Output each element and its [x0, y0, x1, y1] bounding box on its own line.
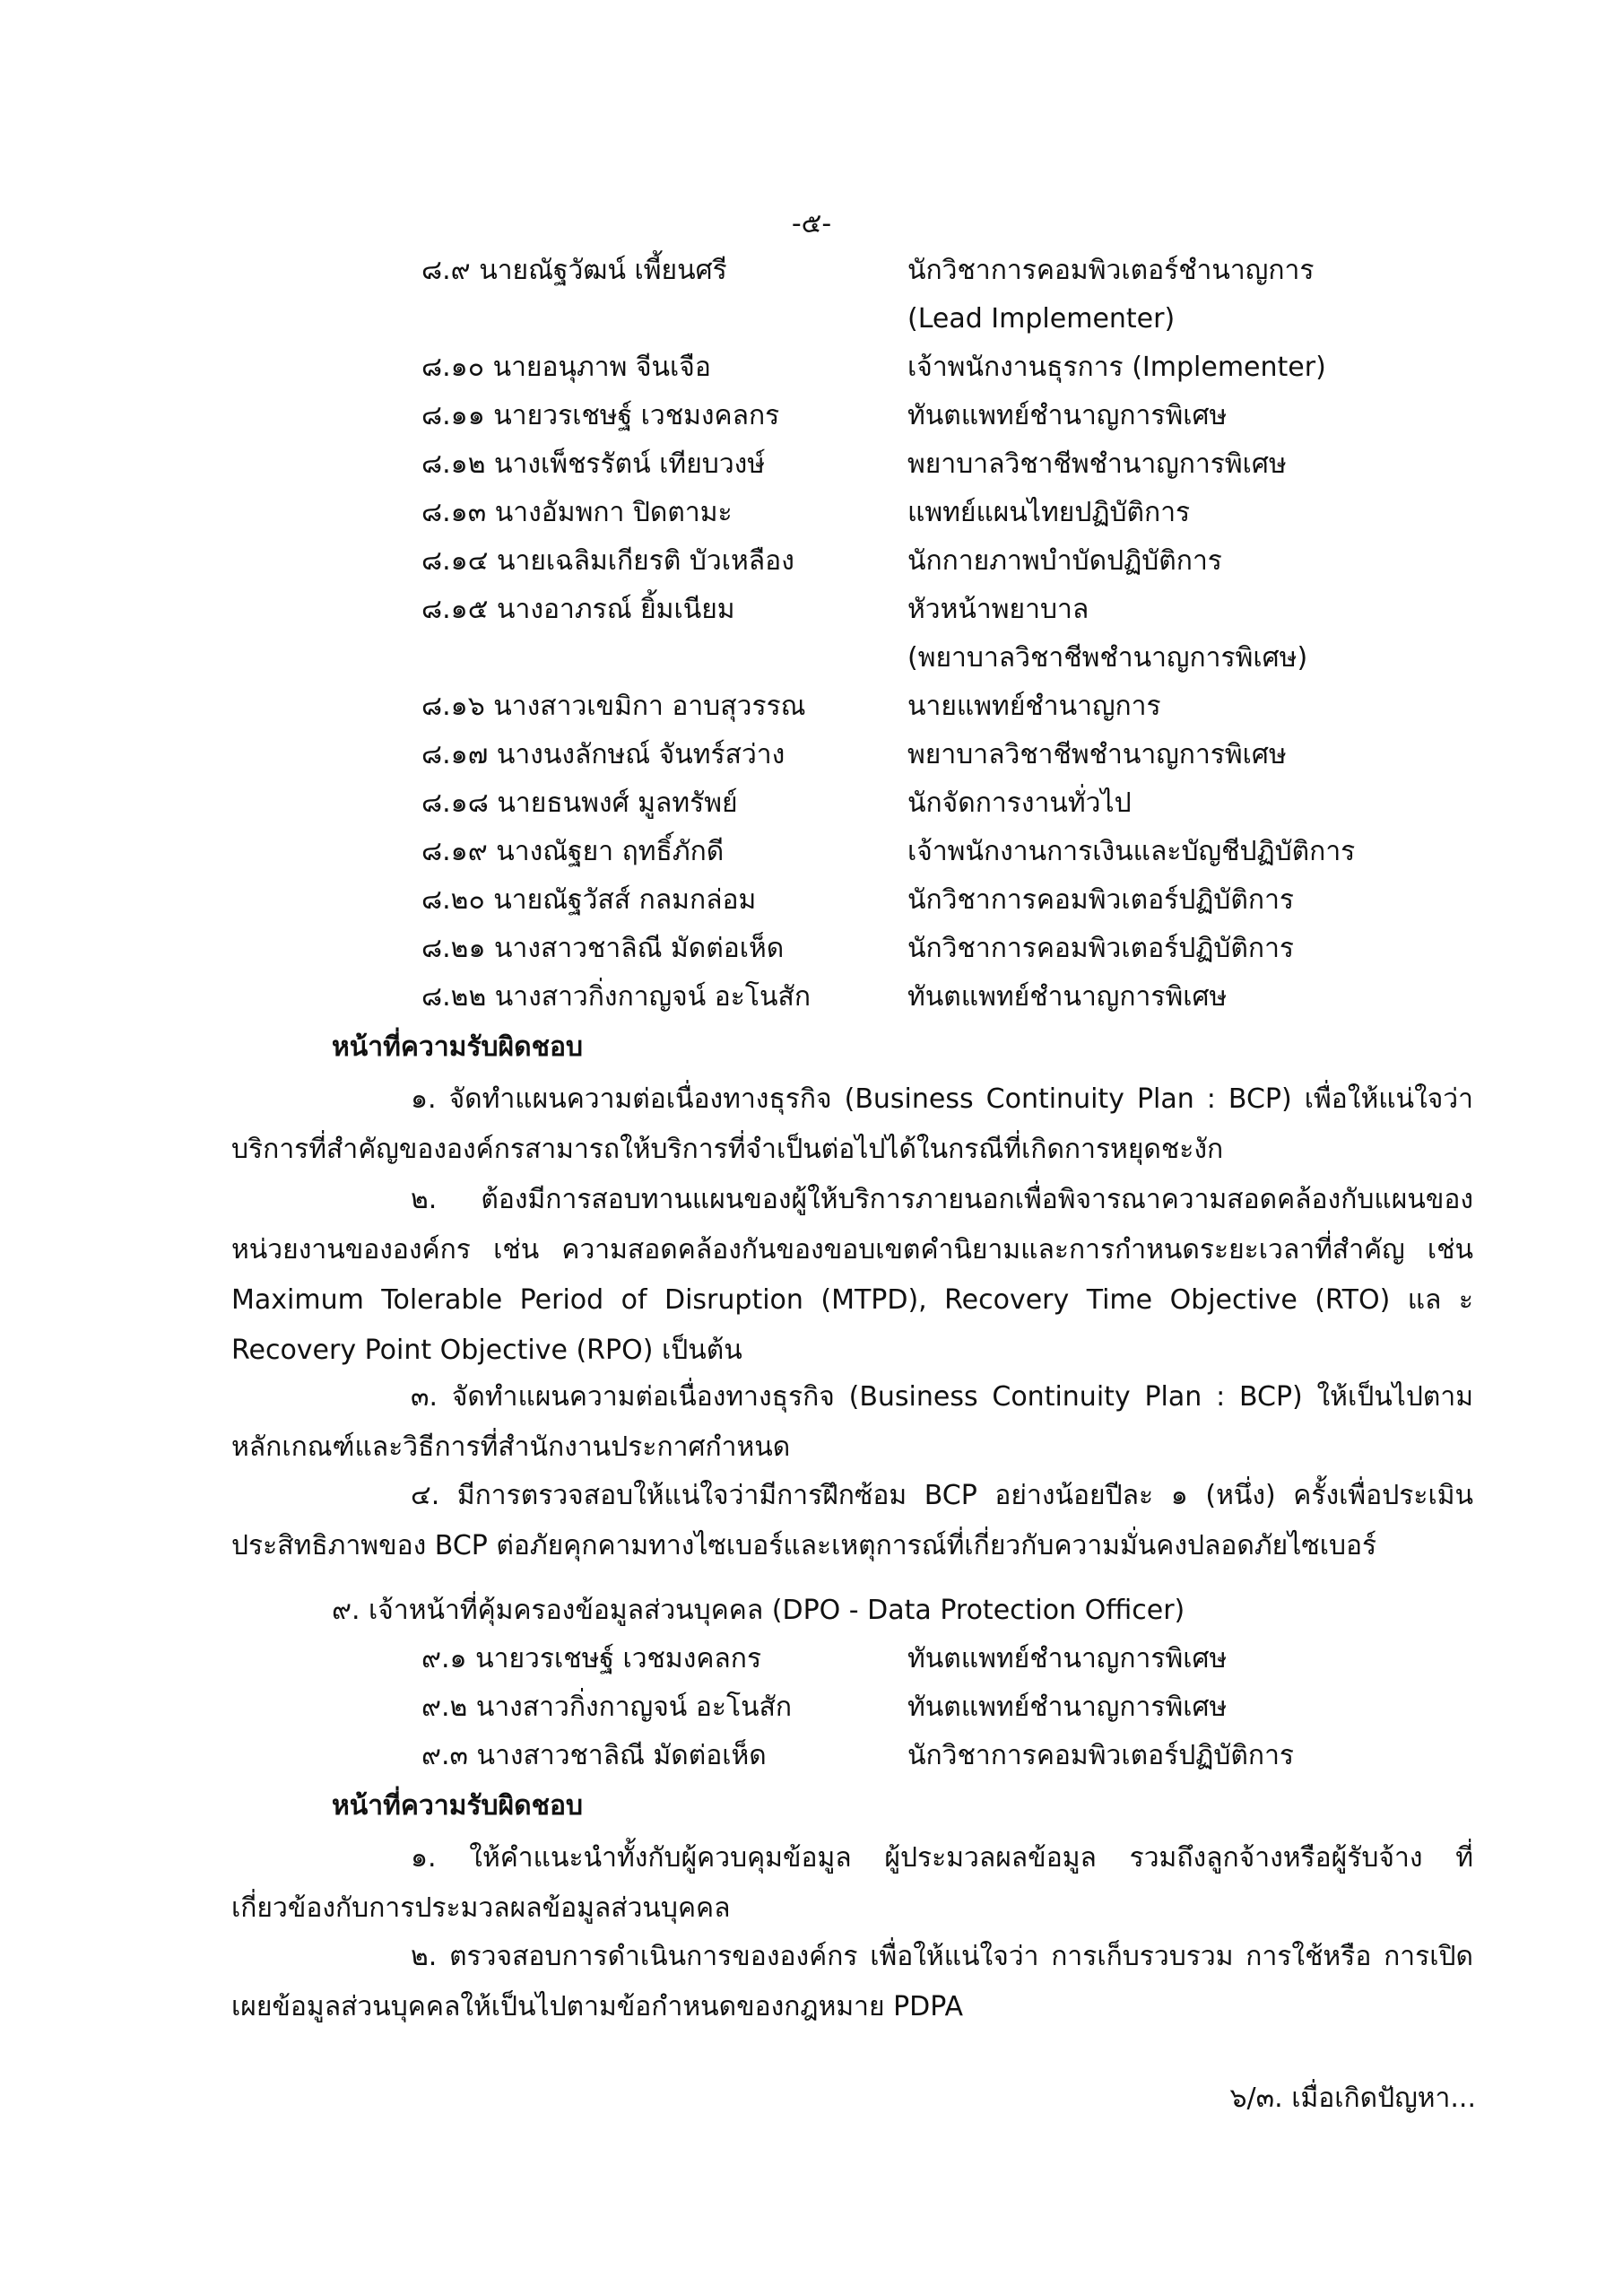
member-name: ๘.๑๘ นายธนพงศ์ มูลทรัพย์: [421, 787, 738, 819]
duty-paragraph: [231, 1932, 1473, 2032]
duty-paragraph: [231, 1471, 1473, 1571]
duty-rest: หลักเกณฑ์และวิธีการที่สำนักงานประกาศกำหนด: [231, 1431, 791, 1463]
duty-rest: หน่วยงานขององค์กร เช่น ความสอดคล้องกันของขอบเขตคำนิยามและการกำหนดระยะเวลาที่สำคัญ เช่น Maximum Tolerable Period of Disruption (MTPD), Recovery Time Objective (RTO) แล ะ Recovery Point Objective (RPO) เป็นต้น: [231, 1234, 1473, 1366]
duty-paragraph: [231, 1175, 1473, 1376]
member-name: ๘.๑๙ นางณัฐยา ฤทธิ์ภักดี: [421, 836, 725, 867]
member-role-continued: (พยาบาลวิชาชีพชำนาญการพิเศษ): [907, 642, 1308, 674]
duty-first-line: ๔. มีการตรวจสอบให้แน่ใจว่ามีการฝึกซ้อม BCP อย่างน้อยปีละ ๑ (หนึ่ง) ครั้งเพื่อประเมิน: [411, 1480, 1473, 1511]
page-number: -๕-: [791, 208, 832, 239]
member-name: ๘.๑๖ นางสาวเขมิกา อาบสุวรรณ: [421, 691, 806, 722]
member-role: ทันตแพทย์ชำนาญการพิเศษ: [907, 400, 1228, 431]
member-role-continued: (Lead Implementer): [907, 303, 1176, 335]
member-name: ๙.๑ นายวรเชษฐ์ เวชมงคลกร: [421, 1643, 762, 1674]
member-name: ๘.๙ นายณัฐวัฒน์ เพี้ยนศรี: [421, 255, 727, 286]
member-name: ๘.๑๓ นางอัมพกา ปิดตามะ: [421, 497, 733, 528]
member-name: ๘.๒๐ นายณัฐวัสส์ กลมกล่อม: [421, 884, 757, 916]
member-role: ทันตแพทย์ชำนาญการพิเศษ: [907, 981, 1228, 1013]
member-role: นายแพทย์ชำนาญการ: [907, 691, 1161, 722]
duty-paragraph: [231, 1372, 1473, 1473]
member-role: ทันตแพทย์ชำนาญการพิเศษ: [907, 1643, 1228, 1674]
duty-first-line: ๒. ต้องมีการสอบทานแผนของผู้ให้บริการภายนอกเพื่อพิจารณาความสอดคล้องกับแผนของ: [411, 1184, 1473, 1215]
member-role: นักวิชาการคอมพิวเตอร์ปฏิบัติการ: [907, 1740, 1295, 1771]
member-name: ๘.๒๒ นางสาวกิ่งกาญจน์ อะโนสัก: [421, 981, 812, 1013]
duty-paragraph: [231, 1833, 1473, 1934]
continuation-note: ๖/๓. เมื่อเกิดปัญหา...: [1229, 2083, 1476, 2114]
member-role: นักกายภาพบำบัดปฏิบัติการ: [907, 545, 1222, 577]
member-role: หัวหน้าพยาบาล: [907, 594, 1089, 625]
duty-first-line: ๑. ให้คำแนะนำทั้งกับผู้ควบคุมข้อมูล ผู้ประมวลผลข้อมูล รวมถึงลูกจ้างหรือผู้รับจ้าง: [411, 1842, 1423, 1874]
duties-heading: หน้าที่ความรับผิดชอบ: [332, 1790, 584, 1822]
member-name: ๙.๒ นางสาวกิ่งกาญจน์ อะโนสัก: [421, 1692, 793, 1723]
duty-paragraph: [231, 1074, 1473, 1175]
member-name: ๘.๑๒ นางเพ็ชรรัตน์ เทียบวงษ์: [421, 448, 766, 480]
member-role: นักวิชาการคอมพิวเตอร์ปฏิบัติการ: [907, 884, 1295, 916]
member-role: เจ้าพนักงานธุรการ (Implementer): [907, 352, 1326, 383]
member-name: ๘.๑๕ นางอาภรณ์ ยิ้มเนียม: [421, 594, 735, 625]
member-name: ๘.๑๑ นายวรเชษฐ์ เวชมงคลกร: [421, 400, 780, 431]
duty-first-line: ๑. จัดทำแผนความต่อเนื่องทางธุรกิจ (Business Continuity Plan : BCP) เพื่อให้แน่ใจว่า: [411, 1083, 1473, 1115]
duty-first-line: ๒. ตรวจสอบการดำเนินการขององค์กร เพื่อให้แน่ใจว่า การเก็บรวบรวม การใช้หรือ: [411, 1941, 1372, 1972]
section-9-title: ๙. เจ้าหน้าที่คุ้มครองข้อมูลส่วนบุคคล (DPO - Data Protection Officer): [332, 1595, 1185, 1626]
member-name: ๘.๑๐ นายอนุภาพ จีนเจือ: [421, 352, 711, 383]
duty-first-line: ๓. จัดทำแผนความต่อเนื่องทางธุรกิจ (Business Continuity Plan : BCP) ให้เป็นไปตาม: [411, 1381, 1473, 1413]
member-role: พยาบาลวิชาชีพชำนาญการพิเศษ: [907, 448, 1287, 480]
member-name: ๘.๒๑ นางสาวชาลิณี มัดต่อเห็ด: [421, 933, 785, 964]
member-role: เจ้าพนักงานการเงินและบัญชีปฏิบัติการ: [907, 836, 1356, 867]
duties-heading: หน้าที่ความรับผิดชอบ: [332, 1031, 584, 1063]
duty-rest: การเปิดเผยข้อมูลส่วนบุคคลให้เป็นไปตามข้อกำหนดของกฎหมาย PDPA: [231, 1941, 1474, 2022]
member-name: ๘.๑๔ นายเฉลิมเกียรติ บัวเหลือง: [421, 545, 794, 577]
member-role: แพทย์แผนไทยปฏิบัติการ: [907, 497, 1191, 528]
member-name: ๘.๑๗ นางนงลักษณ์ จันทร์สว่าง: [421, 739, 785, 770]
duty-rest: ประสิทธิภาพของ BCP ต่อภัยคุกคามทางไซเบอร์และเหตุการณ์ที่เกี่ยวกับความมั่นคงปลอดภัยไซเบอร์: [231, 1530, 1377, 1561]
member-role: ทันตแพทย์ชำนาญการพิเศษ: [907, 1692, 1228, 1723]
member-name: ๙.๓ นางสาวชาลิณี มัดต่อเห็ด: [421, 1740, 767, 1771]
member-role: นักวิชาการคอมพิวเตอร์ชำนาญการ: [907, 255, 1315, 286]
member-role: นักจัดการงานทั่วไป: [907, 787, 1132, 819]
member-role: พยาบาลวิชาชีพชำนาญการพิเศษ: [907, 739, 1287, 770]
duty-rest: บริการที่สำคัญขององค์กรสามารถให้บริการที่จำเป็นต่อไปได้ในกรณีที่เกิดการหยุดชะงัก: [231, 1134, 1224, 1165]
duty-rest: ที่เกี่ยวข้องกับการประมวลผลข้อมูลส่วนบุคคล: [231, 1842, 1473, 1924]
member-role: นักวิชาการคอมพิวเตอร์ปฏิบัติการ: [907, 933, 1295, 964]
